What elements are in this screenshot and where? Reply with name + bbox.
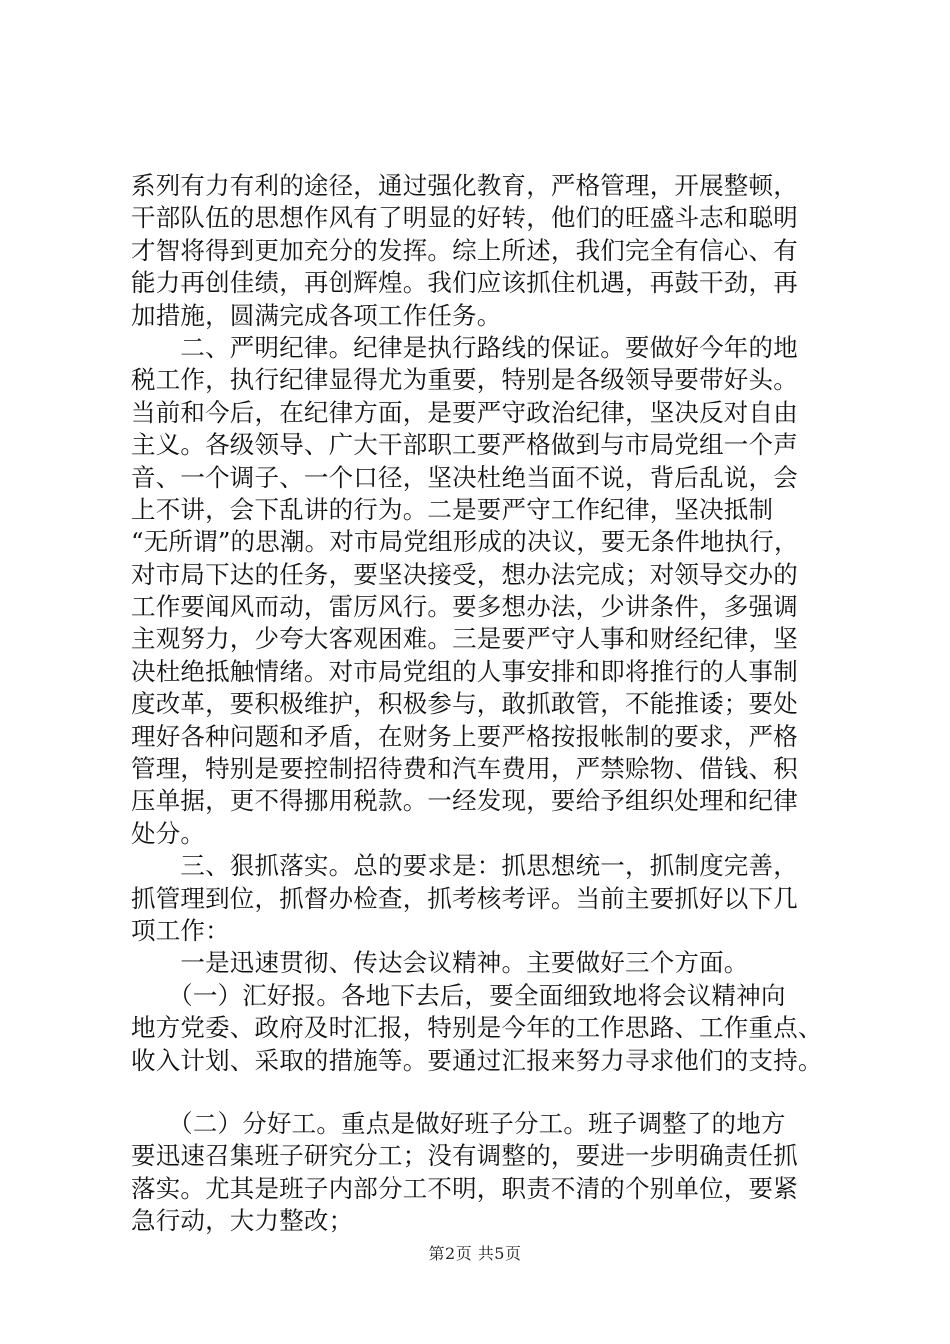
page-footer [0, 1244, 950, 1264]
text-line: 三、狠抓落实。总的要求是：抓思想统一，抓制度完善， [131, 851, 798, 881]
text-line: 处分。 [131, 818, 206, 848]
text-line: 才智将得到更加充分的发挥。综上所述，我们完全有信心、有 [131, 235, 798, 265]
text-line: 主义。各级领导、广大干部职工要严格做到与市局党组一个声 [131, 430, 798, 460]
text-line: 对市局下达的任务，要坚决接受，想办法完成；对领导交办的 [131, 559, 798, 589]
text-line: 管理，特别是要控制招待费和汽车费用，严禁赊物、借钱、积 [131, 754, 798, 784]
text-line: 上不讲，会下乱讲的行为。二是要严守工作纪律，坚决抵制 [131, 494, 774, 524]
text-line: “无所谓”的思潮。对市局党组形成的决议，要无条件地执行， [131, 527, 799, 557]
text-line: 决杜绝抵触情绪。对市局党组的人事安排和即将推行的人事制 [131, 656, 798, 686]
text-line: 加措施，圆满完成各项工作任务。 [131, 300, 502, 330]
text-line: 二、严明纪律。纪律是执行路线的保证。要做好今年的地 [131, 332, 798, 362]
text-line: （一）汇好报。各地下去后，要全面细致地将会议精神向 [131, 980, 786, 1010]
text-line: 收入计划、采取的措施等。要通过汇报来努力寻求他们的支持。 [131, 1045, 823, 1075]
text-line: 系列有力有利的途径，通过强化教育，严格管理，开展整顿， [131, 171, 798, 200]
text-line: 税工作，执行纪律显得尤为重要，特别是各级领导要带好头。 [131, 365, 798, 395]
text-line: 理好各种问题和矛盾，在财务上要严格按报帐制的要求，严格 [131, 721, 798, 751]
text-line: 一是迅速贯彻、传达会议精神。主要做好三个方面。 [131, 948, 749, 978]
text-line: 抓管理到位，抓督办检查，抓考核考评。当前主要抓好以下几 [131, 883, 798, 913]
text-line: 地方党委、政府及时汇报，特别是今年的工作思路、工作重点、 [131, 1013, 823, 1043]
text-line: 要迅速召集班子研究分工；没有调整的，要进一步明确责任抓 [131, 1141, 798, 1171]
text-line: 能力再创佳绩，再创辉煌。我们应该抓住机遇，再鼓干劲，再 [131, 268, 798, 298]
text-line: 当前和今后，在纪律方面，是要严守政治纪律，坚决反对自由 [131, 397, 798, 427]
paragraph-gap [131, 1077, 861, 1108]
text-line: 音、一个调子、一个口径，坚决杜绝当面不说，背后乱说，会 [131, 462, 798, 492]
text-line: 度改革，要积极维护，积极参与，敢抓敢管，不能推诿；要处 [131, 689, 798, 719]
text-line: （二）分好工。重点是做好班子分工。班子调整了的地方 [131, 1108, 786, 1138]
document-body [131, 170, 861, 1238]
text-line: 项工作： [131, 915, 230, 945]
text-line: 主观努力，少夸大客观困难。三是要严守人事和财经纪律，坚 [131, 624, 798, 654]
text-line: 急行动，大力整改； [131, 1206, 354, 1236]
page-number-label: 第2页 共5页 [428, 1244, 522, 1263]
text-line: 落实。尤其是班子内部分工不明，职责不清的个别单位，要紧 [131, 1173, 798, 1203]
text-line: 干部队伍的思想作风有了明显的好转，他们的旺盛斗志和聪明 [131, 203, 798, 233]
text-line: 工作要闻风而动，雷厉风行。要多想办法，少讲条件，多强调 [131, 592, 798, 622]
text-line: 压单据，更不得挪用税款。一经发现，要给予组织处理和纪律 [131, 786, 798, 816]
